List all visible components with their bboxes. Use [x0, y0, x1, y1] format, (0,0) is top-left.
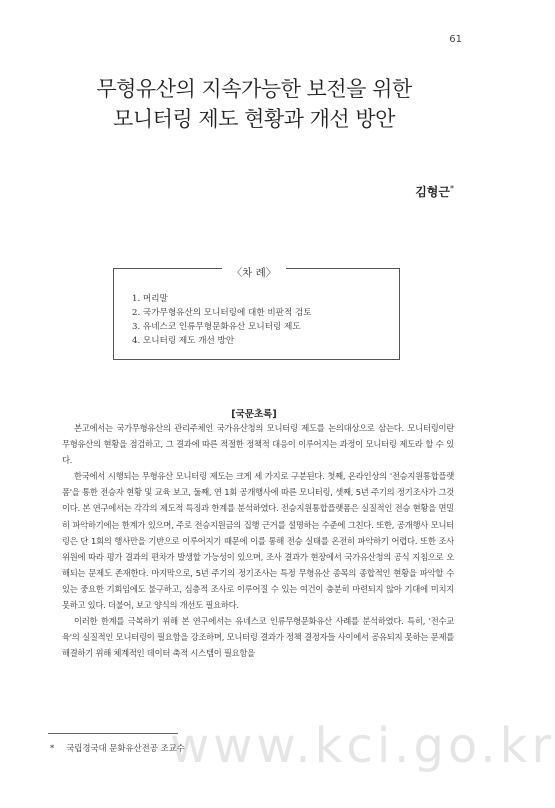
author-name: 김형근: [415, 185, 450, 199]
toc-item: 3. 유네스코 인류무형문화유산 모니터링 제도: [132, 322, 301, 332]
footnote: [50, 742, 185, 754]
title-line-1: 무형유산의 지속가능한 보전을 위한: [96, 77, 412, 101]
paper-title: [0, 74, 508, 134]
toc-item: 2. 국가무형유산의 모니터링에 대한 비판적 검토: [132, 308, 312, 318]
author-footnote-mark: *: [450, 184, 454, 193]
abstract-paragraph: 한국에서 시행되는 무형유산 모니터링 제도는 크게 세 가지로 구분된다. 첫째, 온라인상의 '전승지원통합플랫폼'을 통한 전승자 현황 및 교육 보고, 둘째, 연 1회 공개행사에 따른 모니터링, 셋째, 5년 주기의 정기조사가 그것이다. 본 연구에서는 각각의 제도적 특징과 한계를 분석하였다. 전승지원통합플랫폼은 실질적인 전승 현황을 면밀히 파악하기에는 한계가 있으며, 주로 전승지원금의 집행 근거를 설명하는 수준에 그친다. 또한, 공개행사 모니터링은 단 1회의 행사만을 기반으로 이루어지기 때문에 이를 통해 전승 실태를 온전히 파악하기 어렵다. 또한 조사위원에 따라 평가 결과의 편차가 발생할 가능성이 있으며, 조사 결과가 현장에서 국가유산청의 공식 지침으로 오해되는 문제도 존재한다. 마지막으로, 5년 주기의 정기조사는 특정 무형유산 종목의 종합적인 현황을 파악할 수 있는 중요한 기회임에도 불구하고, 심층적 조사로 이루어질 수 있는 여건이 충분히 마련되지 않아 기대에 미치지 못하고 있다. 더불어, 보고 양식의 개선도 필요하다.: [62, 471, 454, 611]
watermark: www.kci.go.kr: [170, 718, 555, 774]
toc-heading-text: 〈차 례〉: [222, 267, 287, 279]
toc-list: [132, 292, 312, 348]
footnote-mark: *: [50, 743, 55, 753]
abstract-paragraph: 이러한 한계를 극복하기 위해 본 연구에서는 유네스코 인류무형문화유산 사례를 분석하였다. 특히, '전수교육'의 실질적인 모니터링이 필요함을 강조하며, 모니터링 결과가 정책 결정자들 사이에서 공유되지 못하는 문제를 해결하기 위해 체계적인 데이터 축적 시스템이 필요함을: [62, 616, 454, 659]
footnote-text: 국립경국대 문화유산전공 조교수: [66, 743, 185, 753]
toc-item: 4. 모니터링 제도 개선 방안: [132, 336, 235, 346]
abstract-body: [62, 420, 454, 661]
toc-heading: [0, 261, 508, 280]
abstract-paragraph: 본고에서는 국가무형유산의 관리주체인 국가유산청의 모니터링 제도를 논의대상으로 삼는다. 모니터링이란 무형유산의 현황을 점검하고, 그 결과에 따른 적절한 정책적 대응이 이루어지는 과정이 모니터링 제도라 할 수 있다.: [62, 423, 454, 466]
toc-item: 1. 머리말: [132, 294, 168, 304]
author: [415, 183, 454, 200]
title-line-2: 모니터링 제도 현황과 개선 방안: [113, 107, 395, 131]
footnote-divider: [48, 733, 178, 734]
page-number: 61: [449, 34, 462, 45]
abstract-heading: [국문초록]: [231, 409, 277, 420]
